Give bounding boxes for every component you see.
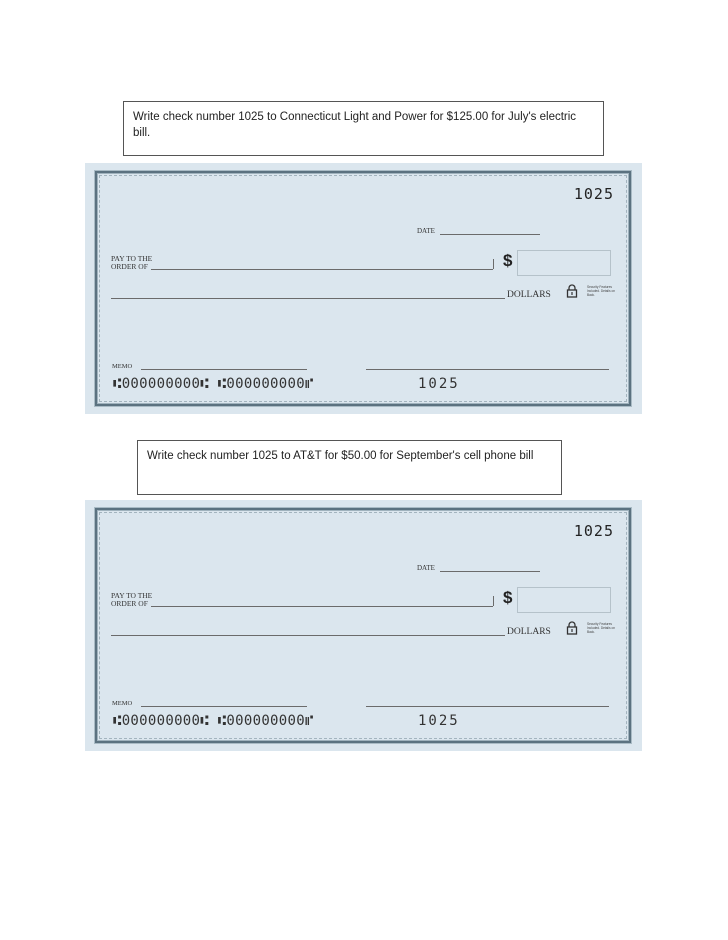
dollars-label: DOLLARS (507, 290, 551, 300)
pay-to-label (111, 592, 152, 608)
check-number: 1025 (573, 185, 614, 203)
memo-field[interactable] (141, 369, 307, 370)
dollar-sign: $ (503, 588, 513, 607)
dollar-sign: $ (503, 251, 513, 270)
memo-label: MEMO (112, 700, 133, 707)
micr-line (113, 713, 314, 729)
micr-check-number: 1025 (418, 376, 460, 392)
memo-label: MEMO (112, 363, 133, 370)
micr-account: ⑆000000000⑈ (217, 376, 314, 392)
micr-check-number: 1025 (418, 713, 460, 729)
security-features-text: Security Features Included. Details on Back. (587, 285, 615, 297)
micr-account: ⑆000000000⑈ (217, 713, 314, 729)
pay-to-label (111, 255, 152, 271)
blank-check-1 (85, 163, 642, 414)
payee-field[interactable] (151, 269, 493, 270)
pay-to-label-line1: PAY TO THE (111, 591, 153, 600)
instruction-box-2 (137, 440, 562, 495)
check-border (95, 508, 631, 743)
memo-field[interactable] (141, 706, 307, 707)
payee-field-end-tick (493, 596, 494, 606)
date-field[interactable] (440, 234, 540, 235)
written-amount-field[interactable] (111, 635, 505, 636)
dollars-label: DOLLARS (507, 627, 551, 637)
lock-icon (566, 284, 578, 298)
instruction-text: Write check number 1025 to AT&T for $50.00 for September's cell phone bill (147, 450, 534, 462)
written-amount-field[interactable] (111, 298, 505, 299)
payee-field[interactable] (151, 606, 493, 607)
blank-check-2 (85, 500, 642, 751)
lock-icon (566, 621, 578, 635)
amount-field[interactable] (517, 587, 611, 613)
signature-field[interactable] (366, 369, 609, 370)
check-number: 1025 (573, 522, 614, 540)
instruction-text: Write check number 1025 to Connecticut Light and Power for $125.00 for July's electric bill. (133, 111, 577, 139)
micr-routing: ⑆000000000⑆ (113, 713, 209, 729)
pay-to-label-line1: PAY TO THE (111, 254, 153, 263)
date-label: DATE (417, 227, 435, 235)
amount-field[interactable] (517, 250, 611, 276)
check-border (95, 171, 631, 406)
date-field[interactable] (440, 571, 540, 572)
signature-field[interactable] (366, 706, 609, 707)
micr-routing: ⑆000000000⑆ (113, 376, 209, 392)
date-label: DATE (417, 564, 435, 572)
micr-line (113, 376, 314, 392)
instruction-box-1 (123, 101, 604, 156)
payee-field-end-tick (493, 259, 494, 269)
pay-to-label-line2: ORDER OF (111, 262, 148, 271)
security-features-text: Security Features Included. Details on Back. (587, 622, 615, 634)
pay-to-label-line2: ORDER OF (111, 599, 148, 608)
